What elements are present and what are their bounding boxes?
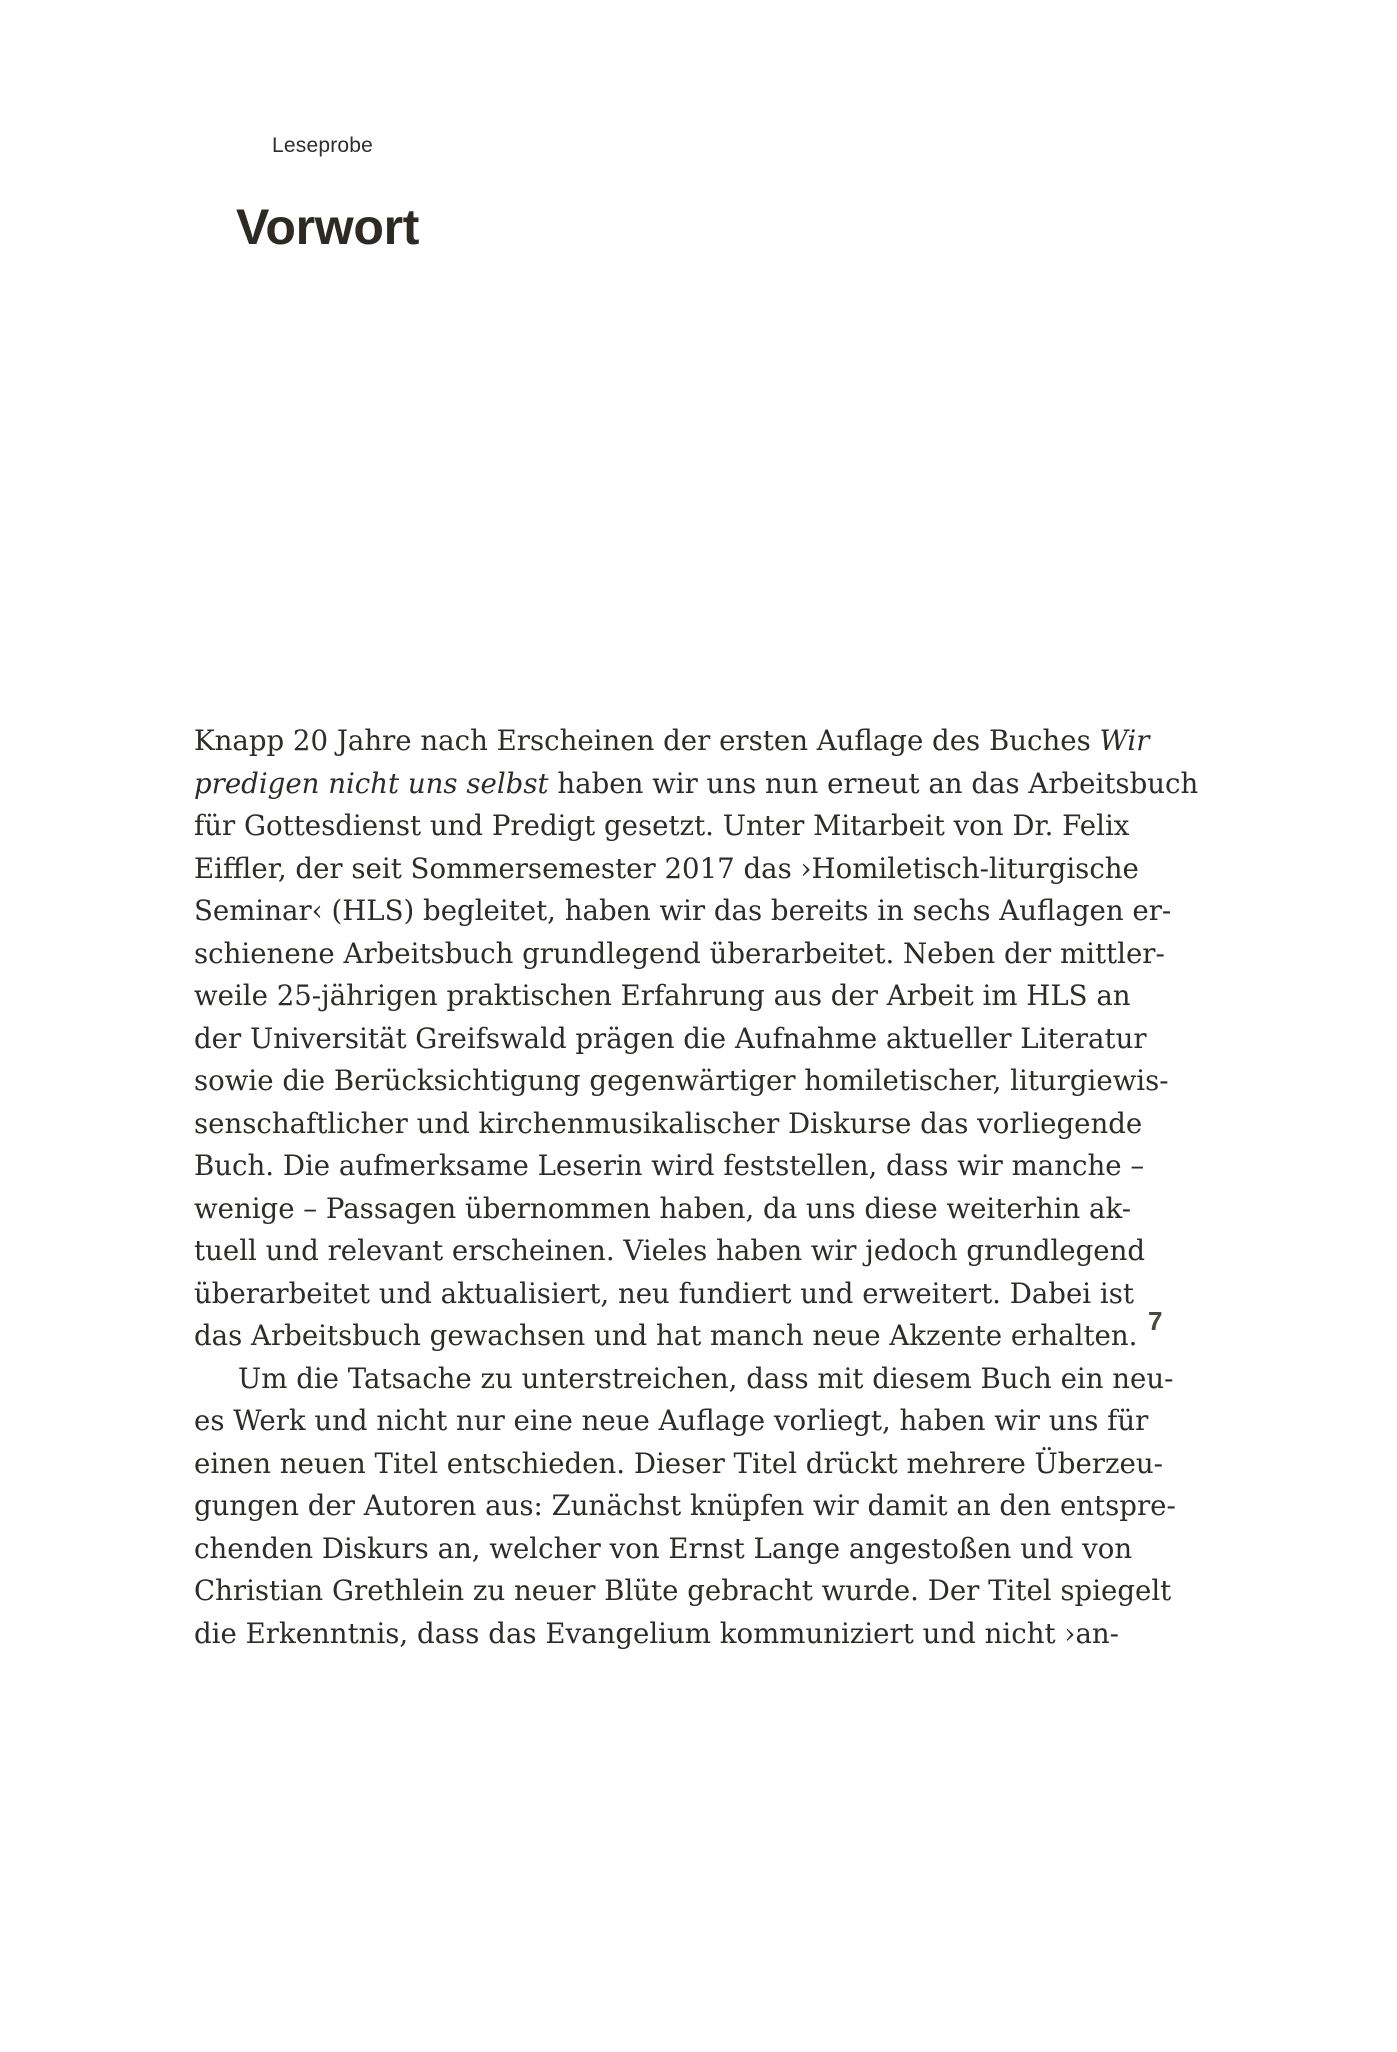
text-line: tuell und relevant erscheinen. Vieles haben wir jedoch grundlegend [194, 1234, 1146, 1267]
text-line: Buch. Die aufmerksame Leserin wird feststellen, dass wir manche – [194, 1149, 1145, 1182]
text-line: das Arbeitsbuch gewachsen und hat manch neue Akzente erhalten. [194, 1319, 1138, 1352]
text-line: einen neuen Titel entschieden. Dieser Titel drückt mehrere Überzeu- [194, 1446, 1163, 1480]
text-line: Knapp 20 Jahre nach Erscheinen der ersten Auflage des Buches Wir [194, 724, 1150, 757]
text-line: überarbeitet und aktualisiert, neu fundiert und erweitert. Dabei ist [194, 1276, 1134, 1310]
text-line: gungen der Autoren aus: Zunächst knüpfen wir damit an den entspre- [194, 1489, 1176, 1522]
book-title-italic: predigen nicht uns selbst [194, 766, 549, 800]
body-text [194, 720, 1199, 1655]
text-line: schienene Arbeitsbuch grundlegend überarbeitet. Neben der mittler- [194, 936, 1165, 970]
page-title: Vorwort [236, 199, 420, 255]
section-label: Leseprobe [272, 134, 374, 157]
text-line: die Erkenntnis, dass das Evangelium kommuniziert und nicht ›an- [194, 1616, 1119, 1650]
text-line: senschaftlicher und kirchenmusikalischer Diskurse das vorliegende [194, 1106, 1143, 1140]
text-line: chenden Diskurs an, welcher von Ernst Lange angestoßen und von [194, 1531, 1133, 1565]
text-line: predigen nicht uns selbst haben wir uns nun erneut an das Arbeitsbuch [194, 766, 1199, 800]
page-number: 7 [1148, 1306, 1163, 1336]
text-line: der Universität Greifswald prägen die Aufnahme aktueller Literatur [194, 1021, 1147, 1055]
text-line: sowie die Berücksichtigung gegenwärtiger homiletischer, liturgiewis- [194, 1064, 1169, 1097]
book-title-italic: Wir [1099, 724, 1150, 757]
text-line: Christian Grethlein zu neuer Blüte gebracht wurde. Der Titel spiegelt [194, 1574, 1172, 1607]
text-line: für Gottesdienst und Predigt gesetzt. Unter Mitarbeit von Dr. Felix [194, 809, 1130, 842]
text-line: Um die Tatsache zu unterstreichen, dass mit diesem Buch ein neu- [238, 1361, 1174, 1395]
text-line: es Werk und nicht nur eine neue Auflage vorliegt, haben wir uns für [194, 1404, 1149, 1437]
text-line: Seminar‹ (HLS) begleitet, haben wir das bereits in sechs Auflagen er- [194, 894, 1172, 927]
text-line: Eiffler, der seit Sommersemester 2017 das ›Homiletisch-liturgische [194, 851, 1139, 885]
text-line: weile 25-jährigen praktischen Erfahrung aus der Arbeit im HLS an [194, 979, 1131, 1012]
text-line: wenige – Passagen übernommen haben, da uns diese weiterhin ak- [194, 1191, 1132, 1225]
